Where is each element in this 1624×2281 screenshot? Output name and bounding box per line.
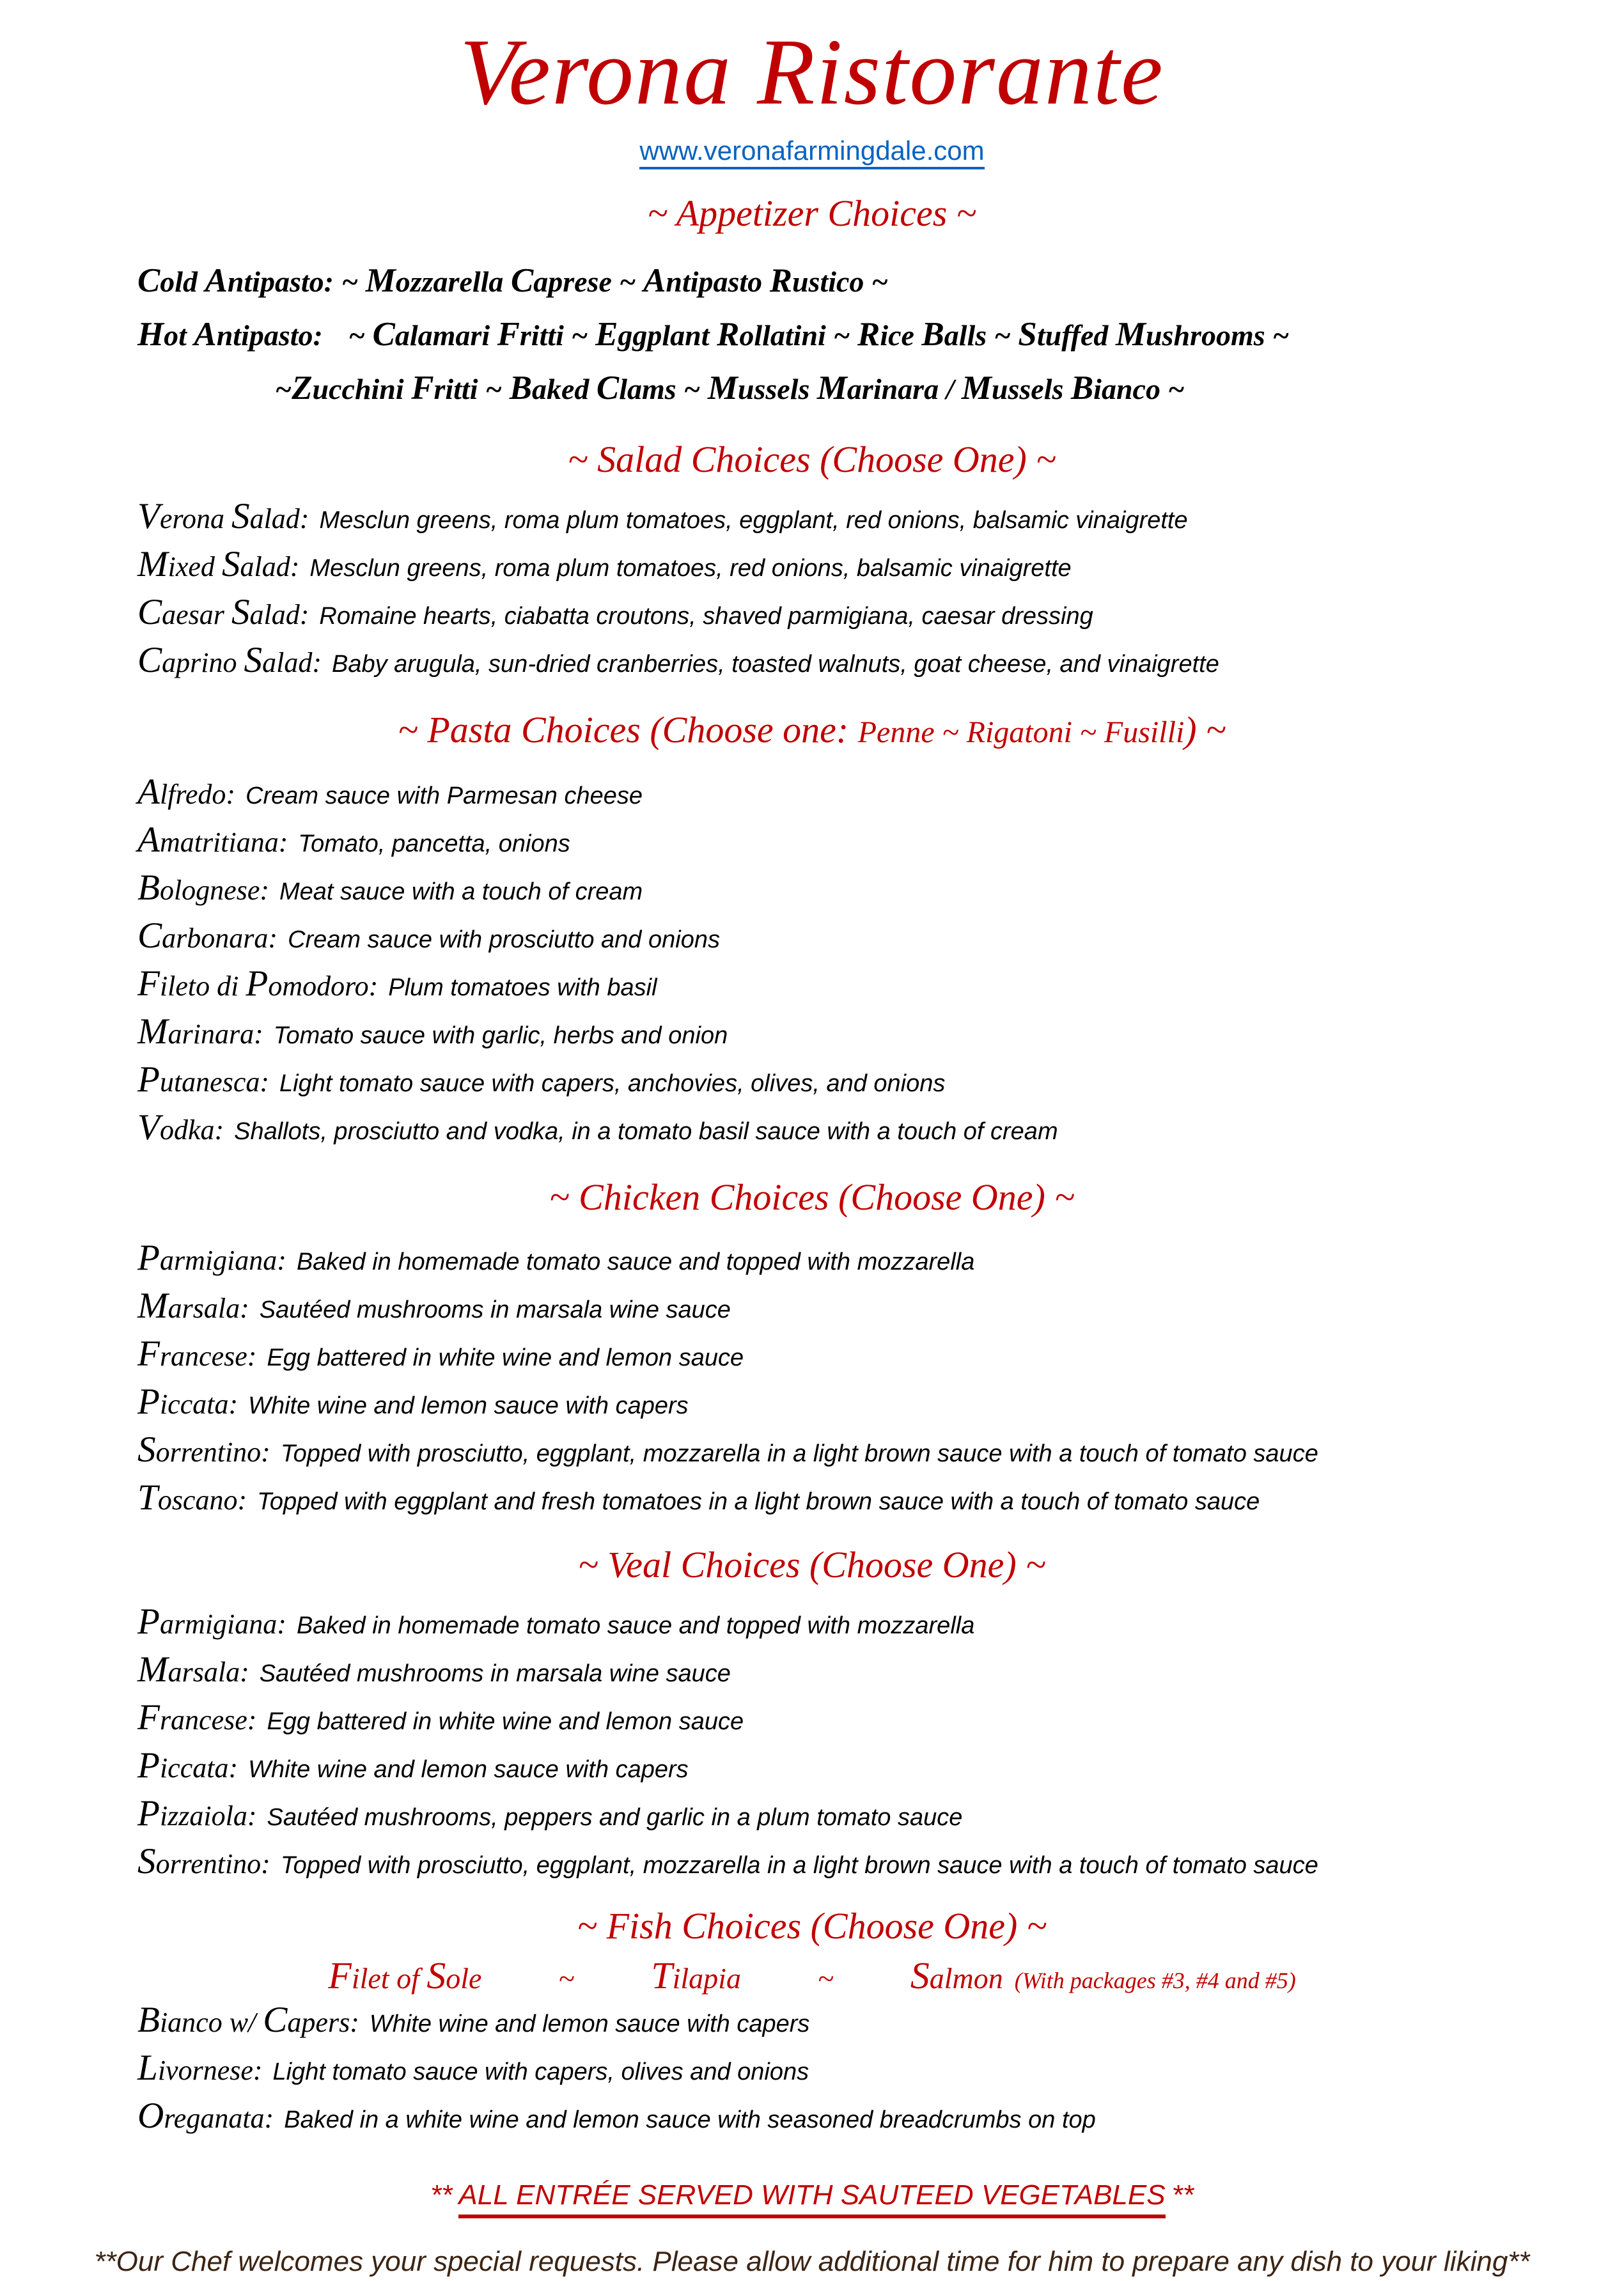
dish-description: White wine and lemon sauce with capers [248, 1392, 689, 1419]
menu-item [137, 1478, 1586, 1526]
section-heading-veal: ~ Veal Choices (Choose One) ~ [578, 1544, 1046, 1585]
dish-name: Bianco w/ Capers: [137, 2000, 359, 2040]
menu-item [137, 1108, 1586, 1156]
fish-type-salmon [910, 1956, 1296, 2000]
appetizer-items: ~ Calamari Fritti ~ Eggplant Rollatini ~ Rice Balls ~ Stuffed Mushrooms ~ [348, 316, 1290, 353]
dish-description: Sautéed mushrooms in marsala wine sauce [259, 1660, 731, 1687]
fish-type-separator: ~ [817, 1962, 834, 1995]
dish-description: Topped with prosciutto, eggplant, mozzarella in a light brown sauce with a touch of tomato sauce [280, 1440, 1318, 1467]
dish-description: Egg battered in white wine and lemon sauce [267, 1708, 744, 1735]
dish-description: Sautéed mushrooms, peppers and garlic in a plum tomato sauce [267, 1804, 963, 1831]
menu-item [137, 1842, 1586, 1890]
dish-description: Mesclun greens, roma plum tomatoes, red onions, balsamic vinaigrette [309, 555, 1072, 582]
appetizer-label: Hot Antipasto: [137, 316, 323, 353]
fish-type-separator: ~ [558, 1962, 575, 1995]
dish-name: Amatritiana: [137, 820, 288, 860]
menu-item [137, 1382, 1586, 1430]
menu-item [137, 1060, 1586, 1108]
dish-name: Verona Salad: [137, 496, 309, 536]
dish-description: Light tomato sauce with capers, anchovies, olives, and onions [279, 1070, 946, 1097]
dish-name: Livornese: [137, 2048, 263, 2088]
menu-item [137, 1286, 1586, 1334]
website-row [38, 133, 1586, 175]
dish-description: Shallots, prosciutto and vodka, in a tomato basil sauce with a touch of cream [234, 1118, 1058, 1145]
dish-description: Baked in a white wine and lemon sauce with seasoned breadcrumbs on top [284, 2106, 1096, 2133]
dish-name: Marsala: [137, 1286, 249, 1326]
section-heading-pasta [38, 703, 1586, 759]
section-heading-chicken: ~ Chicken Choices (Choose One) ~ [549, 1176, 1075, 1218]
appetizer-items: ~Zucchini Fritti ~ Baked Clams ~ Mussels Marinara / Mussels Bianco ~ [275, 370, 1185, 407]
footer-vegetables-text: ALL ENTRÉE SERVED WITH SAUTEED VEGETABLES [458, 2179, 1165, 2218]
appetizer-line [275, 362, 1586, 416]
fish-types-row [38, 1956, 1586, 2000]
dish-description: Cream sauce with Parmesan cheese [246, 782, 643, 809]
fish-type-salmon-note: (With packages #3, #4 and #5) [1014, 1968, 1296, 1993]
dish-description: Romaine hearts, ciabatta croutons, shaved parmigiana, caesar dressing [319, 603, 1093, 630]
fish-type-tilapia: Tilapia [651, 1954, 741, 1997]
appetizer-label: Cold Antipasto: [137, 262, 334, 299]
dish-name: Bolognese: [137, 868, 269, 908]
menu-item [137, 1698, 1586, 1746]
menu-item [137, 593, 1586, 641]
dish-description: Topped with eggplant and fresh tomatoes in a light brown sauce with a touch of tomato sauce [257, 1488, 1260, 1515]
dish-description: Baby arugula, sun-dried cranberries, toasted walnuts, goat cheese, and vinaigrette [332, 651, 1219, 678]
dish-description: Tomato, pancetta, onions [298, 830, 570, 857]
dish-name: Marinara: [137, 1011, 263, 1052]
menu-item [137, 545, 1586, 593]
footer-vegetables-note [38, 2176, 1586, 2215]
dish-name: Toscano: [137, 1477, 247, 1518]
menu-item [137, 1746, 1586, 1794]
dish-description: Sautéed mushrooms in marsala wine sauce [259, 1296, 731, 1323]
menu-item [137, 641, 1586, 689]
menu-item [137, 2048, 1586, 2096]
fish-type-filet-of-sole: Filet of Sole [328, 1954, 482, 1997]
menu-item [137, 1794, 1586, 1842]
menu-item [137, 2000, 1586, 2048]
dish-description: Mesclun greens, roma plum tomatoes, eggplant, red onions, balsamic vinaigrette [319, 507, 1188, 534]
menu-item [137, 1430, 1586, 1478]
dish-name: Carbonara: [137, 915, 278, 956]
dish-name: Piccata: [137, 1745, 238, 1786]
menu-item [137, 1012, 1586, 1060]
dish-description: Baked in homemade tomato sauce and topped with mozzarella [296, 1249, 975, 1275]
dish-description: White wine and lemon sauce with capers [369, 2011, 810, 2037]
page-title: Verona Ristorante [460, 20, 1164, 125]
dish-name: Francese: [137, 1334, 257, 1374]
dish-description: Cream sauce with prosciutto and onions [288, 926, 720, 953]
dish-description: Plum tomatoes with basil [388, 974, 657, 1001]
dish-description: Tomato sauce with garlic, herbs and onion [273, 1022, 728, 1049]
menu-item [137, 1650, 1586, 1698]
menu-item [137, 2096, 1586, 2144]
dish-description: White wine and lemon sauce with capers [248, 1756, 689, 1783]
dish-description: Topped with prosciutto, eggplant, mozzarella in a light brown sauce with a touch of tomato sauce [280, 1852, 1318, 1879]
dish-name: Mixed Salad: [137, 544, 300, 584]
dish-name: Parmigiana: [137, 1238, 286, 1278]
pasta-heading-end: ) ~ [1184, 709, 1226, 751]
pasta-heading-sub: Penne ~ Rigatoni ~ Fusilli [857, 715, 1185, 749]
asterisk-prefix: ** [430, 2179, 453, 2211]
dish-name: Fileto di Pomodoro: [137, 963, 379, 1004]
menu-item [137, 916, 1586, 964]
footer-chef-note: **Our Chef welcomes your special requests. Please allow additional time for him to prepare any dish to your liking** [94, 2246, 1530, 2277]
menu-item [137, 868, 1586, 916]
website-link[interactable]: www.veronafarmingdale.com [639, 136, 984, 169]
section-heading-fish: ~ Fish Choices (Choose One) ~ [577, 1905, 1047, 1947]
dish-name: Sorrentino: [137, 1841, 270, 1881]
asterisk-suffix: ** [1171, 2179, 1194, 2211]
section-heading-appetizers: ~ Appetizer Choices ~ [647, 192, 977, 234]
appetizer-line [137, 254, 1586, 308]
dish-name: Sorrentino: [137, 1429, 270, 1470]
menu-item [137, 1238, 1586, 1286]
menu-item [137, 1334, 1586, 1382]
menu-item [137, 772, 1586, 820]
dish-name: Marsala: [137, 1649, 249, 1690]
dish-name: Alfredo: [137, 772, 236, 812]
menu-item [137, 820, 1586, 868]
menu-item [137, 497, 1586, 545]
dish-name: Caprino Salad: [137, 640, 322, 680]
dish-name: Oreganata: [137, 2096, 274, 2136]
dish-description: Egg battered in white wine and lemon sauce [267, 1344, 744, 1371]
dish-description: Light tomato sauce with capers, olives and onions [272, 2059, 809, 2085]
dish-name: Pizzaiola: [137, 1793, 257, 1833]
dish-description: Meat sauce with a touch of cream [279, 878, 643, 905]
appetizer-items: ~ Mozzarella Caprese ~ Antipasto Rustico ~ [341, 262, 889, 299]
dish-name: Francese: [137, 1697, 257, 1738]
dish-name: Caesar Salad: [137, 592, 309, 632]
menu-item [137, 964, 1586, 1012]
dish-name: Parmigiana: [137, 1601, 286, 1642]
pasta-heading-main: ~ Pasta Choices (Choose one: [398, 709, 858, 751]
dish-name: Piccata: [137, 1382, 238, 1422]
dish-name: Vodka: [137, 1107, 224, 1148]
dish-name: Putanesca: [137, 1059, 269, 1100]
fish-type-salmon-label: Salmon [910, 1954, 1003, 1997]
dish-description: Baked in homemade tomato sauce and topped with mozzarella [296, 1612, 975, 1639]
menu-item [137, 1602, 1586, 1650]
section-heading-salads: ~ Salad Choices (Choose One) ~ [568, 439, 1056, 480]
appetizer-line [137, 308, 1586, 362]
